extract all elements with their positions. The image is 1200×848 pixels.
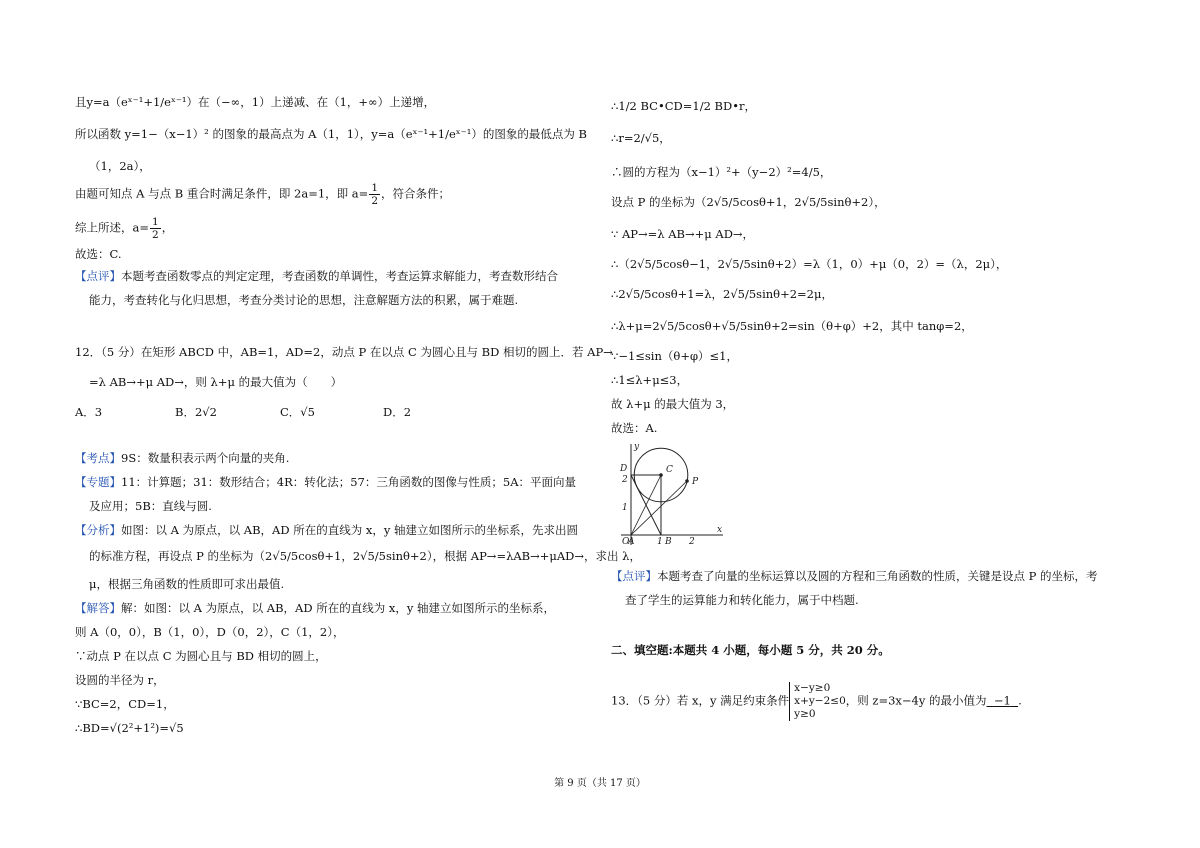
text-line: 查了学生的运算能力和转化能力，属于中档题. (625, 593, 859, 607)
option-b: B．2√2 (175, 405, 217, 419)
option-d: D．2 (383, 405, 412, 419)
text-line: 及应用；5B：直线与圆. (89, 499, 212, 513)
text-line: ∴圆的方程为（x−1）²+（y−2）²=4/5， (611, 165, 832, 179)
zhuanti-line: 【专题】11：计算题；31：数形结合；4R：转化法；57：三角函数的图像与性质；5A：平面向量 (75, 475, 576, 489)
figure-label: 1 (657, 537, 663, 547)
figure-label: 2 (689, 537, 695, 547)
option-c: C．√5 (280, 405, 315, 419)
question-13: 13．（5 分）若 x，y 满足约束条件 x−y≥0 x+y−2≤0 y≥0 ，则 z=3x−4y 的最小值为 −1 . (611, 682, 1022, 720)
geometry-figure (611, 440, 731, 550)
section-heading: 二、填空题:本题共 4 小题，每小题 5 分，共 20 分。 (611, 643, 890, 657)
text-line: ∵BC=2，CD=1， (75, 697, 175, 711)
figure-label: P (692, 477, 699, 487)
figure-label: 1 (622, 503, 628, 513)
text-line: 且y=a（eˣ⁻¹+1/eˣ⁻¹）在（−∞，1）上递减、在（1，+∞）上递增， (75, 95, 436, 109)
text-line: ∴2√5/5cosθ+1=λ，2√5/5sinθ+2=2μ， (611, 287, 833, 301)
text-line: 故 λ+μ 的最大值为 3， (611, 397, 735, 411)
text-line: ∴r=2/√5， (611, 131, 671, 145)
text-line: ∵动点 P 在以点 C 为圆心且与 BD 相切的圆上， (75, 649, 327, 663)
figure-label: C (666, 465, 673, 475)
text-line: ∴BD=√(2²+1²)=√5 (75, 721, 184, 735)
question-12-line2: =λ AB→+μ AD→，则 λ+μ 的最大值为（ ） (89, 375, 343, 389)
comment-block: 【点评】本题考查函数零点的判定定理，考查函数的单调性，考查运算求解能力，考查数形结合 (75, 269, 558, 283)
line-ap (631, 481, 687, 535)
figure-label: 2 (622, 475, 628, 485)
text-line: 综上所述，a= $\frac{1}{2}$ ， (75, 216, 174, 241)
figure-label: D (620, 464, 628, 474)
figure-label: A (628, 537, 635, 547)
text-line: ∴（2√5/5cosθ−1，2√5/5sinθ+2）=λ（1，0）+μ（0，2）=（λ，2μ）， (611, 257, 1008, 271)
jieda-line: 【解答】解：如图：以 A 为原点，以 AB，AD 所在的直线为 x，y 轴建立如图所示的坐标系， (75, 601, 555, 615)
text-line: 则 A（0，0），B（1，0），D（0，2），C（1，2）， (75, 625, 345, 639)
text-line: ∵−1≤sin（θ+φ）≤1， (611, 349, 738, 363)
text-line: ∵ AP→=λ AB→+μ AD→， (611, 227, 755, 241)
text-line: 由题可知点 A 与点 B 重合时满足条件，即 2a=1，即 a= $\frac{1}{2}$ ，符合条件； (75, 182, 450, 207)
comment-tag: 【点评】 (75, 269, 121, 283)
question-12: 12．（5 分）在矩形 ABCD 中，AB=1，AD=2，动点 P 在以点 C 为圆心且与 BD 相切的圆上．若 AP→ (75, 345, 613, 359)
text-line: ∴1/2 BC•CD=1/2 BD•r， (611, 99, 756, 113)
option-a: A．3 (75, 405, 103, 419)
text-line: ∴1≤λ+μ≤3， (611, 373, 689, 387)
page-footer: 第 9 页（共 17 页） (554, 778, 646, 789)
text-line: 故选：A. (611, 421, 658, 435)
text-line: μ，根据三角函数的性质即可求出最值. (89, 577, 285, 591)
text-line: 设圆的半径为 r， (75, 673, 165, 687)
text-line: 能力，考查转化与化归思想，考查分类讨论的思想，注意解题方法的积累，属于难题. (89, 293, 519, 307)
figure-label: B (665, 537, 672, 547)
answer-blank: −1 (993, 693, 1011, 708)
text-line: 的标准方程，再设点 P 的坐标为（2√5/5cosθ+1，2√5/5sinθ+2），根据 AP→=λAB→+μAD→，求出 λ， (89, 549, 641, 563)
constraint-system: x−y≥0 x+y−2≤0 y≥0 (789, 682, 846, 721)
figure-label: x (717, 525, 723, 535)
figure-label: y (634, 442, 640, 452)
kaodian-line: 【考点】9S：数量积表示两个向量的夹角. (75, 451, 290, 465)
fenxi-line: 【分析】如图：以 A 为原点，以 AB，AD 所在的直线为 x，y 轴建立如图所示的坐标系，先求出圆 (75, 523, 578, 537)
figure-label: O (622, 537, 630, 547)
comment-block: 【点评】本题考查了向量的坐标运算以及圆的方程和三角函数的性质，关键是设点 P 的坐标，考 (611, 569, 1098, 583)
text-line: 故选：C. (75, 247, 122, 261)
text-line: 设点 P 的坐标为（2√5/5cosθ+1，2√5/5sinθ+2）， (611, 195, 886, 209)
text-line: （1，2a）， (89, 159, 151, 173)
text-line: 所以函数 y=1−（x−1）² 的图象的最高点为 A（1，1），y=a（eˣ⁻¹+1/eˣ⁻¹）的图象的最低点为 B (75, 127, 587, 141)
text-line: ∴λ+μ=2√5/5cosθ+√5/5sinθ+2=sin（θ+φ）+2，其中 tanφ=2， (611, 319, 973, 333)
